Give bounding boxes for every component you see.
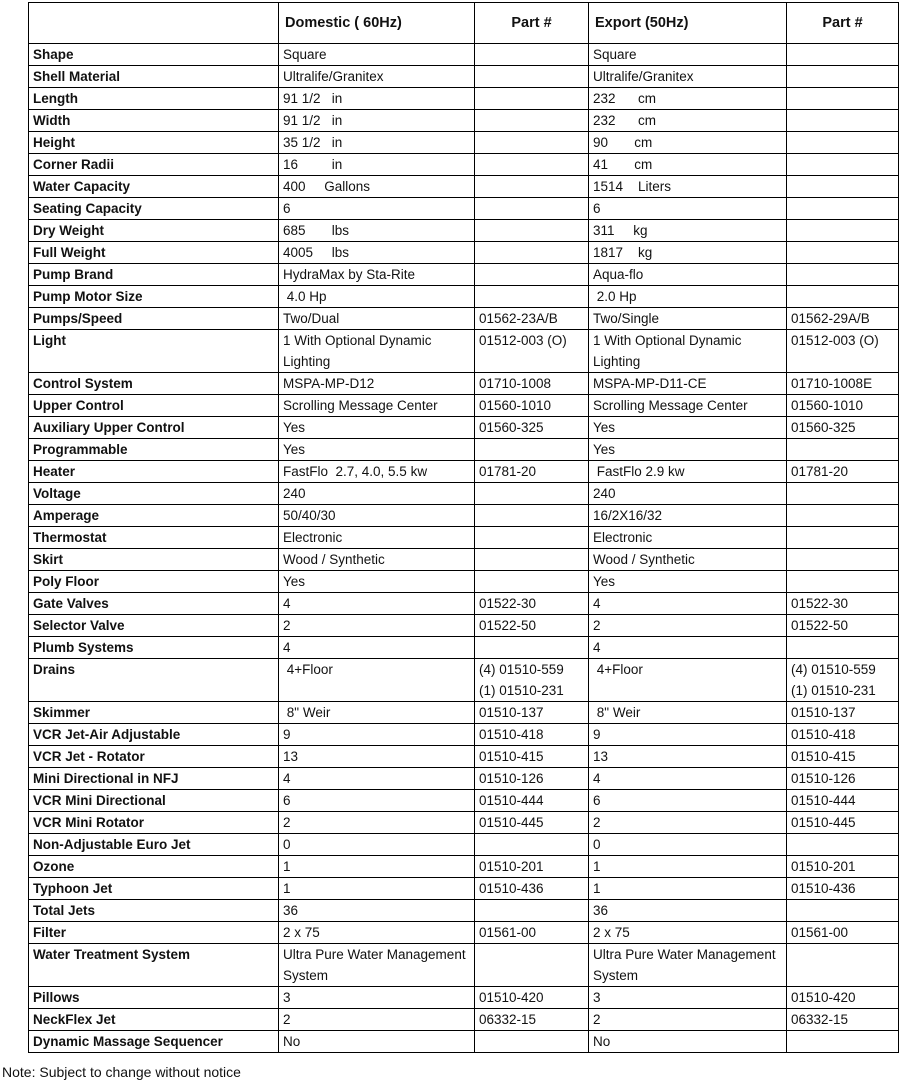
domestic-value: No (279, 1031, 475, 1053)
spec-label: VCR Jet-Air Adjustable (29, 724, 279, 746)
domestic-value: 91 1/2 in (279, 88, 475, 110)
export-value: 2.0 Hp (589, 286, 787, 308)
table-row (29, 1031, 899, 1053)
table-row (29, 987, 899, 1009)
export-value: Wood / Synthetic (589, 549, 787, 571)
spec-label: VCR Mini Directional (29, 790, 279, 812)
spec-label: Voltage (29, 483, 279, 505)
table-row (29, 768, 899, 790)
table-row (29, 264, 899, 286)
domestic-value: MSPA-MP-D12 (279, 373, 475, 395)
domestic-part (475, 286, 589, 308)
export-value: MSPA-MP-D11-CE (589, 373, 787, 395)
domestic-part: 01510-126 (475, 768, 589, 790)
spec-label: Amperage (29, 505, 279, 527)
domestic-part: 01510-444 (475, 790, 589, 812)
domestic-value: 4 (279, 637, 475, 659)
export-value: Yes (589, 439, 787, 461)
table-row (29, 483, 899, 505)
export-part: 01560-1010 (787, 395, 899, 417)
export-part (787, 505, 899, 527)
export-value: 240 (589, 483, 787, 505)
table-row (29, 330, 899, 373)
export-part (787, 944, 899, 987)
spec-label: Poly Floor (29, 571, 279, 593)
domestic-part (475, 176, 589, 198)
table-row (29, 637, 899, 659)
domestic-value: 6 (279, 198, 475, 220)
export-part (787, 198, 899, 220)
domestic-part (475, 549, 589, 571)
spec-label: Upper Control (29, 395, 279, 417)
domestic-part (475, 88, 589, 110)
export-part (787, 439, 899, 461)
spec-label: Seating Capacity (29, 198, 279, 220)
domestic-value: 400 Gallons (279, 176, 475, 198)
domestic-part (475, 505, 589, 527)
export-value: FastFlo 2.9 kw (589, 461, 787, 483)
domestic-value: Ultra Pure Water Management System (279, 944, 475, 987)
domestic-part (475, 242, 589, 264)
table-row (29, 505, 899, 527)
spec-label: Ozone (29, 856, 279, 878)
domestic-value: 2 (279, 615, 475, 637)
domestic-value: 8" Weir (279, 702, 475, 724)
spec-label: Pumps/Speed (29, 308, 279, 330)
spec-label: Dry Weight (29, 220, 279, 242)
header-feature (29, 3, 279, 44)
spec-label: Shell Material (29, 66, 279, 88)
export-part: 01510-137 (787, 702, 899, 724)
spec-label: Height (29, 132, 279, 154)
domestic-part (475, 571, 589, 593)
export-value: 0 (589, 834, 787, 856)
domestic-value: FastFlo 2.7, 4.0, 5.5 kw (279, 461, 475, 483)
export-value: 2 (589, 1009, 787, 1031)
export-value: 4 (589, 637, 787, 659)
domestic-part: 01710-1008 (475, 373, 589, 395)
spec-label: Gate Valves (29, 593, 279, 615)
domestic-value: Yes (279, 417, 475, 439)
export-part: 01522-30 (787, 593, 899, 615)
table-row (29, 834, 899, 856)
domestic-value: 13 (279, 746, 475, 768)
domestic-part: 01510-418 (475, 724, 589, 746)
header-domestic-part: Part # (475, 3, 589, 44)
export-part (787, 286, 899, 308)
spec-label: Non-Adjustable Euro Jet (29, 834, 279, 856)
table-row (29, 1009, 899, 1031)
spec-label: Skimmer (29, 702, 279, 724)
domestic-part (475, 637, 589, 659)
export-part: 01510-126 (787, 768, 899, 790)
domestic-value: Square (279, 44, 475, 66)
domestic-part (475, 900, 589, 922)
export-part: 01561-00 (787, 922, 899, 944)
domestic-part: 01522-30 (475, 593, 589, 615)
domestic-part (475, 834, 589, 856)
export-part (787, 88, 899, 110)
spec-label: VCR Mini Rotator (29, 812, 279, 834)
table-row (29, 132, 899, 154)
spec-table-body (29, 44, 899, 1053)
export-value: Ultralife/Granitex (589, 66, 787, 88)
spec-label: Dynamic Massage Sequencer (29, 1031, 279, 1053)
table-row (29, 220, 899, 242)
export-part: 01560-325 (787, 417, 899, 439)
export-part: 01522-50 (787, 615, 899, 637)
table-row (29, 395, 899, 417)
export-value: 232 cm (589, 88, 787, 110)
spec-label: Selector Valve (29, 615, 279, 637)
domestic-part: 01510-415 (475, 746, 589, 768)
table-row (29, 659, 899, 702)
domestic-part: (4) 01510-559 (1) 01510-231 (475, 659, 589, 702)
domestic-value: 4 (279, 768, 475, 790)
table-row (29, 593, 899, 615)
domestic-value: Ultralife/Granitex (279, 66, 475, 88)
table-row (29, 286, 899, 308)
export-value: 36 (589, 900, 787, 922)
domestic-part: 01560-1010 (475, 395, 589, 417)
spec-label: Full Weight (29, 242, 279, 264)
export-part: 01510-436 (787, 878, 899, 900)
domestic-part (475, 154, 589, 176)
domestic-value: Yes (279, 571, 475, 593)
domestic-value: Two/Dual (279, 308, 475, 330)
export-part (787, 483, 899, 505)
spec-label: VCR Jet - Rotator (29, 746, 279, 768)
spec-label: Pump Motor Size (29, 286, 279, 308)
table-row (29, 242, 899, 264)
domestic-part (475, 198, 589, 220)
domestic-value: 35 1/2 in (279, 132, 475, 154)
spec-label: Length (29, 88, 279, 110)
domestic-value: 4+Floor (279, 659, 475, 702)
export-part (787, 527, 899, 549)
table-row (29, 790, 899, 812)
domestic-part: 01510-201 (475, 856, 589, 878)
export-part: (4) 01510-559 (1) 01510-231 (787, 659, 899, 702)
export-part: 01562-29A/B (787, 308, 899, 330)
export-value: Electronic (589, 527, 787, 549)
domestic-value: 685 lbs (279, 220, 475, 242)
domestic-part (475, 110, 589, 132)
export-value: Square (589, 44, 787, 66)
domestic-part (475, 439, 589, 461)
table-row (29, 856, 899, 878)
table-header-row (29, 3, 899, 44)
export-part (787, 264, 899, 286)
export-value: 232 cm (589, 110, 787, 132)
spec-label: Filter (29, 922, 279, 944)
export-value: Yes (589, 571, 787, 593)
domestic-part: 01781-20 (475, 461, 589, 483)
export-part (787, 1031, 899, 1053)
domestic-value: 4.0 Hp (279, 286, 475, 308)
spec-label: Auxiliary Upper Control (29, 417, 279, 439)
export-part (787, 571, 899, 593)
export-part (787, 154, 899, 176)
domestic-value: Scrolling Message Center (279, 395, 475, 417)
domestic-value: 240 (279, 483, 475, 505)
table-row (29, 154, 899, 176)
export-value: 1514 Liters (589, 176, 787, 198)
domestic-part (475, 483, 589, 505)
domestic-value: 2 (279, 1009, 475, 1031)
table-row (29, 461, 899, 483)
spec-label: Total Jets (29, 900, 279, 922)
table-row (29, 724, 899, 746)
export-value: 8" Weir (589, 702, 787, 724)
export-part: 01512-003 (O) (787, 330, 899, 373)
export-value: Aqua-flo (589, 264, 787, 286)
domestic-part: 01510-420 (475, 987, 589, 1009)
export-value: 13 (589, 746, 787, 768)
export-value: 41 cm (589, 154, 787, 176)
export-value: Scrolling Message Center (589, 395, 787, 417)
export-value: 2 (589, 615, 787, 637)
export-value: 2 (589, 812, 787, 834)
export-value: 4 (589, 768, 787, 790)
domestic-value: 91 1/2 in (279, 110, 475, 132)
export-value: 3 (589, 987, 787, 1009)
export-part: 01510-201 (787, 856, 899, 878)
table-row (29, 812, 899, 834)
export-part: 01510-445 (787, 812, 899, 834)
table-row (29, 527, 899, 549)
footnote: Note: Subject to change without notice (2, 1064, 241, 1080)
table-row (29, 900, 899, 922)
domestic-value: 50/40/30 (279, 505, 475, 527)
spec-label: Control System (29, 373, 279, 395)
table-row (29, 439, 899, 461)
table-row (29, 922, 899, 944)
export-part (787, 834, 899, 856)
domestic-part: 01560-325 (475, 417, 589, 439)
table-row (29, 66, 899, 88)
table-row (29, 308, 899, 330)
spec-label: Drains (29, 659, 279, 702)
export-value: 16/2X16/32 (589, 505, 787, 527)
domestic-part (475, 264, 589, 286)
domestic-value: Wood / Synthetic (279, 549, 475, 571)
domestic-value: 16 in (279, 154, 475, 176)
table-row (29, 878, 899, 900)
domestic-value: 4005 lbs (279, 242, 475, 264)
domestic-value: Electronic (279, 527, 475, 549)
spec-label: Shape (29, 44, 279, 66)
spec-label: Programmable (29, 439, 279, 461)
export-value: 4+Floor (589, 659, 787, 702)
export-part (787, 242, 899, 264)
spec-label: Skirt (29, 549, 279, 571)
table-row (29, 44, 899, 66)
export-part: 01510-420 (787, 987, 899, 1009)
header-export-part: Part # (787, 3, 899, 44)
table-row (29, 88, 899, 110)
table-row (29, 944, 899, 987)
export-value: 6 (589, 790, 787, 812)
domestic-value: 6 (279, 790, 475, 812)
export-value: Yes (589, 417, 787, 439)
export-value: 1 (589, 856, 787, 878)
export-value: 90 cm (589, 132, 787, 154)
spec-label: Mini Directional in NFJ (29, 768, 279, 790)
header-domestic: Domestic ( 60Hz) (279, 3, 475, 44)
domestic-part (475, 44, 589, 66)
export-value: 1817 kg (589, 242, 787, 264)
export-value: 2 x 75 (589, 922, 787, 944)
domestic-value: 3 (279, 987, 475, 1009)
spec-label: Heater (29, 461, 279, 483)
domestic-value: 2 x 75 (279, 922, 475, 944)
spec-label: Water Treatment System (29, 944, 279, 987)
domestic-value: 2 (279, 812, 475, 834)
export-part: 01510-415 (787, 746, 899, 768)
export-part (787, 110, 899, 132)
export-value: No (589, 1031, 787, 1053)
export-part (787, 637, 899, 659)
domestic-value: 1 (279, 878, 475, 900)
export-value: Ultra Pure Water Management System (589, 944, 787, 987)
domestic-part (475, 66, 589, 88)
table-row (29, 615, 899, 637)
domestic-value: 4 (279, 593, 475, 615)
export-part: 06332-15 (787, 1009, 899, 1031)
domestic-part: 06332-15 (475, 1009, 589, 1031)
export-value: 9 (589, 724, 787, 746)
spec-table (28, 2, 899, 1053)
export-part (787, 66, 899, 88)
export-value: Two/Single (589, 308, 787, 330)
export-part: 01510-418 (787, 724, 899, 746)
domestic-part: 01512-003 (O) (475, 330, 589, 373)
export-part: 01781-20 (787, 461, 899, 483)
domestic-part (475, 1031, 589, 1053)
export-part (787, 900, 899, 922)
export-part (787, 132, 899, 154)
domestic-value: Yes (279, 439, 475, 461)
table-row (29, 417, 899, 439)
table-row (29, 110, 899, 132)
spec-label: Thermostat (29, 527, 279, 549)
spec-label: NeckFlex Jet (29, 1009, 279, 1031)
table-row (29, 198, 899, 220)
export-part (787, 549, 899, 571)
domestic-part: 01522-50 (475, 615, 589, 637)
spec-label: Pump Brand (29, 264, 279, 286)
header-export: Export (50Hz) (589, 3, 787, 44)
export-part (787, 176, 899, 198)
domestic-value: 36 (279, 900, 475, 922)
table-row (29, 571, 899, 593)
domestic-value: 0 (279, 834, 475, 856)
spec-label: Width (29, 110, 279, 132)
domestic-part: 01561-00 (475, 922, 589, 944)
domestic-part: 01510-445 (475, 812, 589, 834)
table-row (29, 176, 899, 198)
table-row (29, 702, 899, 724)
export-part (787, 44, 899, 66)
domestic-part: 01562-23A/B (475, 308, 589, 330)
table-row (29, 746, 899, 768)
export-part: 01710-1008E (787, 373, 899, 395)
spec-label: Plumb Systems (29, 637, 279, 659)
spec-label: Water Capacity (29, 176, 279, 198)
spec-label: Typhoon Jet (29, 878, 279, 900)
spec-label: Corner Radii (29, 154, 279, 176)
export-value: 4 (589, 593, 787, 615)
domestic-part (475, 944, 589, 987)
export-part (787, 220, 899, 242)
export-part: 01510-444 (787, 790, 899, 812)
export-value: 1 With Optional Dynamic Lighting (589, 330, 787, 373)
domestic-value: 1 (279, 856, 475, 878)
export-value: 1 (589, 878, 787, 900)
domestic-part (475, 132, 589, 154)
export-value: 311 kg (589, 220, 787, 242)
spec-label: Light (29, 330, 279, 373)
domestic-value: 1 With Optional Dynamic Lighting (279, 330, 475, 373)
table-row (29, 549, 899, 571)
domestic-part (475, 527, 589, 549)
domestic-value: HydraMax by Sta-Rite (279, 264, 475, 286)
domestic-part: 01510-137 (475, 702, 589, 724)
domestic-part: 01510-436 (475, 878, 589, 900)
export-value: 6 (589, 198, 787, 220)
table-row (29, 373, 899, 395)
domestic-value: 9 (279, 724, 475, 746)
domestic-part (475, 220, 589, 242)
spec-label: Pillows (29, 987, 279, 1009)
